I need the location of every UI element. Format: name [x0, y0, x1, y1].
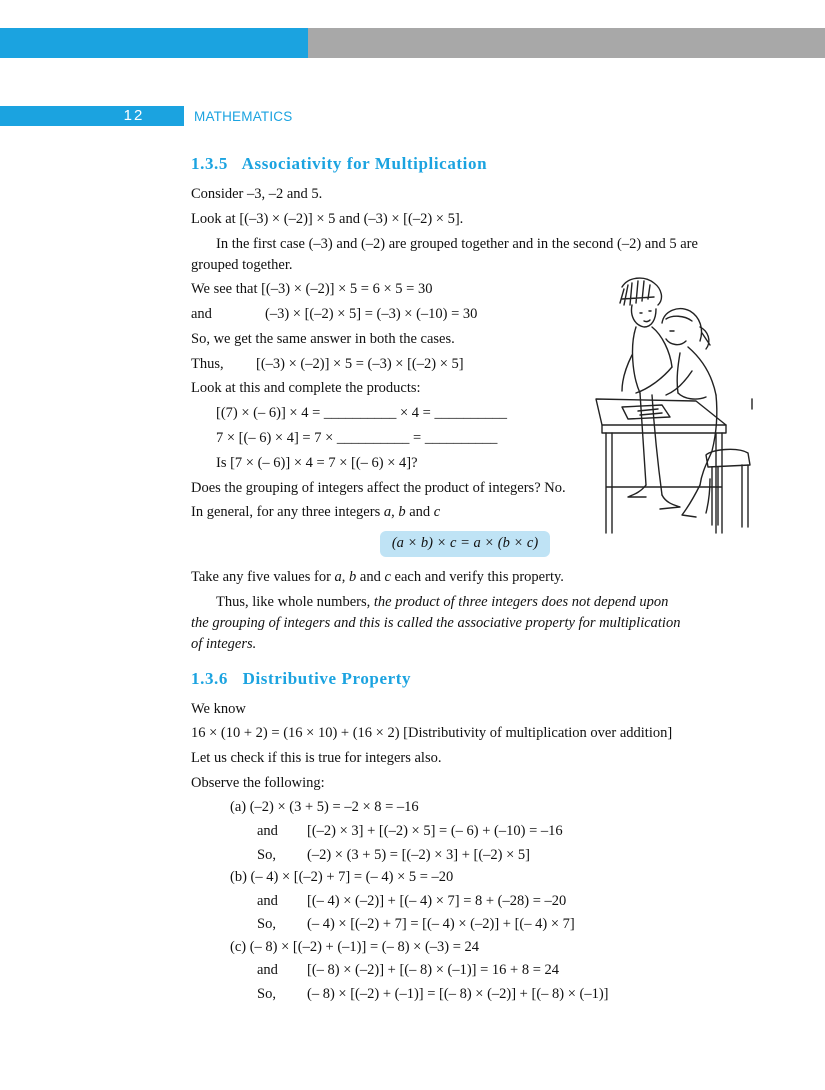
example-line: [(– 4) × (–2)] + [(– 4) × 7] = 8 + (–28) = –20	[307, 893, 567, 909]
text-line: grouped together.	[191, 257, 293, 273]
page-number: 12	[123, 107, 145, 124]
page-number-bar	[0, 106, 184, 126]
associative-property-formula: (a × b) × c = a × (b × c)	[391, 535, 539, 551]
text-line: (–3) × [(–2) × 5] = (–3) × (–10) = 30	[265, 306, 478, 322]
example-label: and	[257, 893, 278, 909]
text-line: Let us check if this is true for integers also.	[191, 750, 442, 766]
text-line: Take any five values for a, b and c each and verify this property.	[191, 569, 564, 585]
text-line: We see that [(–3) × (–2)] × 5 = 6 × 5 = 30	[191, 281, 433, 297]
example-line: (– 4) × [(–2) + 7] = [(– 4) × (–2)] + [(– 4) × 7]	[307, 916, 575, 932]
example-label: So,	[257, 986, 276, 1002]
example-line: (a) (–2) × (3 + 5) = –2 × 8 = –16	[230, 799, 419, 815]
text-line-label: and	[191, 306, 212, 322]
example-label: and	[257, 823, 278, 839]
example-line: [(–2) × 3] + [(–2) × 5] = (– 6) + (–10) = –16	[307, 823, 563, 839]
text-line: [(–3) × (–2)] × 5 = (–3) × [(–2) × 5]	[256, 356, 464, 372]
exercise-line: 7 × [(– 6) × 4] = 7 × __________ = __________	[216, 430, 498, 446]
top-banner-blue	[0, 28, 308, 58]
example-line: (b) (– 4) × [(–2) + 7] = (– 4) × 5 = –20	[230, 869, 454, 885]
text-line: Does the grouping of integers affect the product of integers? No.	[191, 480, 566, 496]
example-label: and	[257, 962, 278, 978]
section-number: 1.3.6	[191, 669, 228, 688]
section-title: Associativity for Multiplication	[241, 154, 488, 173]
text-line: of integers.	[191, 636, 257, 652]
example-label: So,	[257, 847, 276, 863]
exercise-line: [(7) × (– 6)] × 4 = __________ × 4 = __________	[216, 405, 507, 421]
example-label: So,	[257, 916, 276, 932]
text-line: Consider –3, –2 and 5.	[191, 186, 323, 202]
example-line: (– 8) × [(–2) + (–1)] = [(– 8) × (–2)] + [(– 8) × (–1)]	[307, 986, 609, 1002]
text-line: Look at [(–3) × (–2)] × 5 and (–3) × [(–2) × 5].	[191, 211, 464, 227]
text-line: Look at this and complete the products:	[191, 380, 421, 396]
text-line: 16 × (10 + 2) = (16 × 10) + (16 × 2) [Distributivity of multiplication over addition]	[191, 725, 673, 741]
children-studying-illustration	[592, 275, 762, 545]
top-banner-gray	[308, 28, 825, 58]
text-line: So, we get the same answer in both the cases.	[191, 331, 455, 347]
text-line: We know	[191, 701, 246, 717]
text-line: Observe the following:	[191, 775, 325, 791]
example-line: (–2) × (3 + 5) = [(–2) × 3] + [(–2) × 5]	[307, 847, 531, 863]
text-line: Thus, like whole numbers, the product of three integers does not depend upon	[216, 594, 669, 610]
section-number: 1.3.5	[191, 154, 228, 173]
section-heading-associativity	[191, 154, 487, 174]
example-line: [(– 8) × (–2)] + [(– 8) × (–1)] = 16 + 8 = 24	[307, 962, 560, 978]
exercise-line: Is [7 × (– 6)] × 4 = 7 × [(– 6) × 4]?	[216, 455, 418, 471]
text-line: the grouping of integers and this is called the associative property for multiplication	[191, 615, 681, 631]
text-line: In the first case (–3) and (–2) are grouped together and in the second (–2) and 5 are	[216, 236, 698, 252]
subject-title: MATHEMATICS	[194, 109, 293, 124]
section-title: Distributive Property	[242, 669, 412, 688]
text-line-label: Thus,	[191, 356, 224, 372]
text-line: In general, for any three integers a, b and c	[191, 504, 441, 520]
example-line: (c) (– 8) × [(–2) + (–1)] = (– 8) × (–3) = 24	[230, 939, 480, 955]
section-heading-distributive	[191, 669, 411, 689]
